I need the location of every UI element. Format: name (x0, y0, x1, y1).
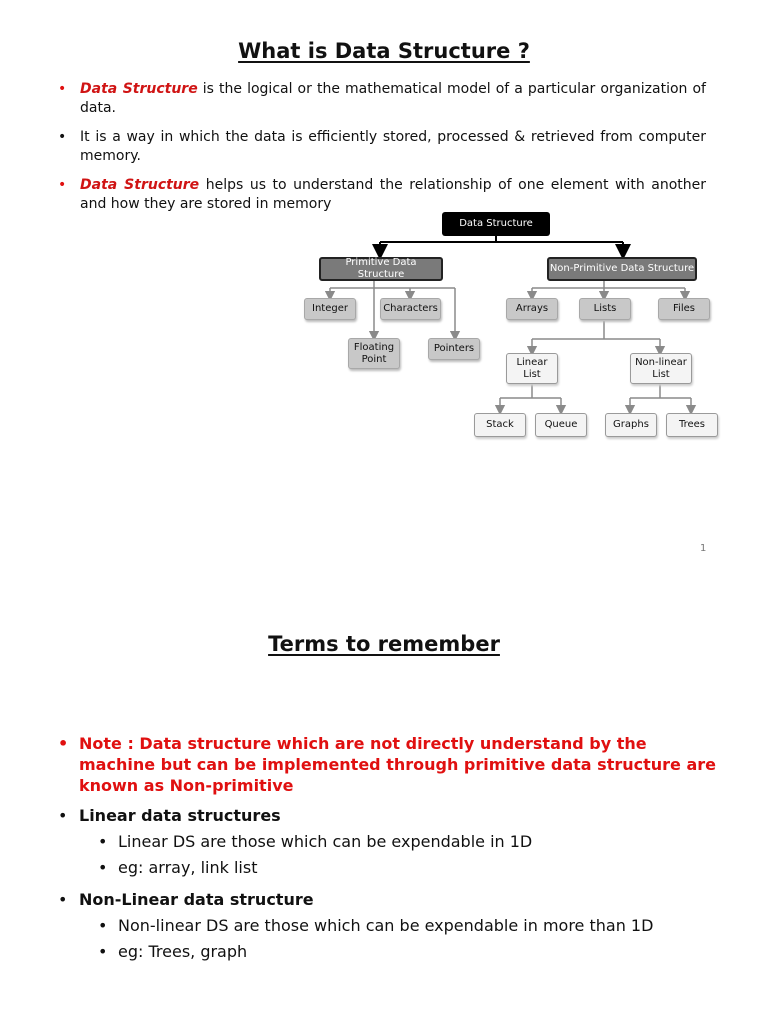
linear-list-label-1: Linear (516, 356, 548, 368)
characters-node: Characters (380, 298, 441, 320)
data-structure-diagram (290, 208, 760, 448)
bullet-icon: • (58, 734, 69, 753)
bullet-icon: • (58, 129, 67, 145)
note-text: Note : Data structure which are not directly understand by the machine but can be implemented through primitive data structure are known as Non-primitive (79, 734, 716, 795)
trees-node: Trees (666, 413, 718, 437)
list-item (98, 941, 718, 962)
nonlinear-list-label-1: Non-linear (635, 356, 687, 368)
linear-heading: Linear data structures (79, 806, 281, 825)
files-node: Files (658, 298, 710, 320)
list-item (58, 128, 706, 166)
diagram-connectors (290, 208, 760, 448)
list-item (58, 80, 706, 118)
page-title: What is Data Structure ? (238, 39, 530, 63)
bullet-icon: • (98, 942, 108, 961)
list-item-text: Non-linear DS are those which can be expendable in more than 1D (118, 916, 654, 935)
bullet-text: is the logical or the mathematical model of a particular organization of data. (80, 81, 706, 116)
floating-point-label-2: Point (361, 353, 387, 365)
note-item (58, 733, 718, 796)
page-number: 1 (700, 543, 707, 554)
floating-point-label-1: Floating (353, 341, 395, 353)
bullet-text: helps us to understand the relationship of one element with another and how they are stored in memory (80, 177, 706, 212)
list-item (98, 857, 718, 878)
nonlinear-list-node (630, 353, 692, 384)
linear-list-label-2: List (523, 368, 541, 380)
nonlinear-heading: Non-Linear data structure (79, 890, 314, 909)
arrays-node: Arrays (506, 298, 558, 320)
bullet-icon: • (58, 177, 67, 193)
definition-list (58, 80, 706, 224)
nonlinear-list-label-2: List (652, 368, 670, 380)
non-primitive-node: Non-Primitive Data Structure (547, 257, 697, 281)
root-node: Data Structure (442, 212, 550, 236)
bullet-icon: • (98, 858, 108, 877)
linear-heading-item (58, 805, 718, 826)
nonlinear-heading-item (58, 889, 718, 910)
queue-node: Queue (535, 413, 587, 437)
integer-node: Integer (304, 298, 356, 320)
bullet-icon: • (58, 806, 68, 825)
bullet-icon: • (98, 832, 108, 851)
lists-node: Lists (579, 298, 631, 320)
list-item (98, 915, 718, 936)
keyword: Data Structure (80, 177, 200, 193)
graphs-node: Graphs (605, 413, 657, 437)
list-item-text: eg: Trees, graph (118, 942, 248, 961)
floating-point-node (348, 338, 400, 369)
stack-node: Stack (474, 413, 526, 437)
bullet-icon: • (58, 890, 68, 909)
keyword: Data Structure (80, 81, 198, 97)
bullet-icon: • (58, 81, 67, 97)
list-item (98, 831, 718, 852)
list-item-text: eg: array, link list (118, 858, 258, 877)
pointers-node: Pointers (428, 338, 480, 360)
section-title: Terms to remember (268, 632, 500, 656)
linear-list-node (506, 353, 558, 384)
primitive-node: Primitive Data Structure (319, 257, 443, 281)
bullet-icon: • (98, 916, 108, 935)
bullet-text: It is a way in which the data is efficiently stored, processed & retrieved from computer memory. (80, 129, 706, 164)
list-item-text: Linear DS are those which can be expendable in 1D (118, 832, 533, 851)
